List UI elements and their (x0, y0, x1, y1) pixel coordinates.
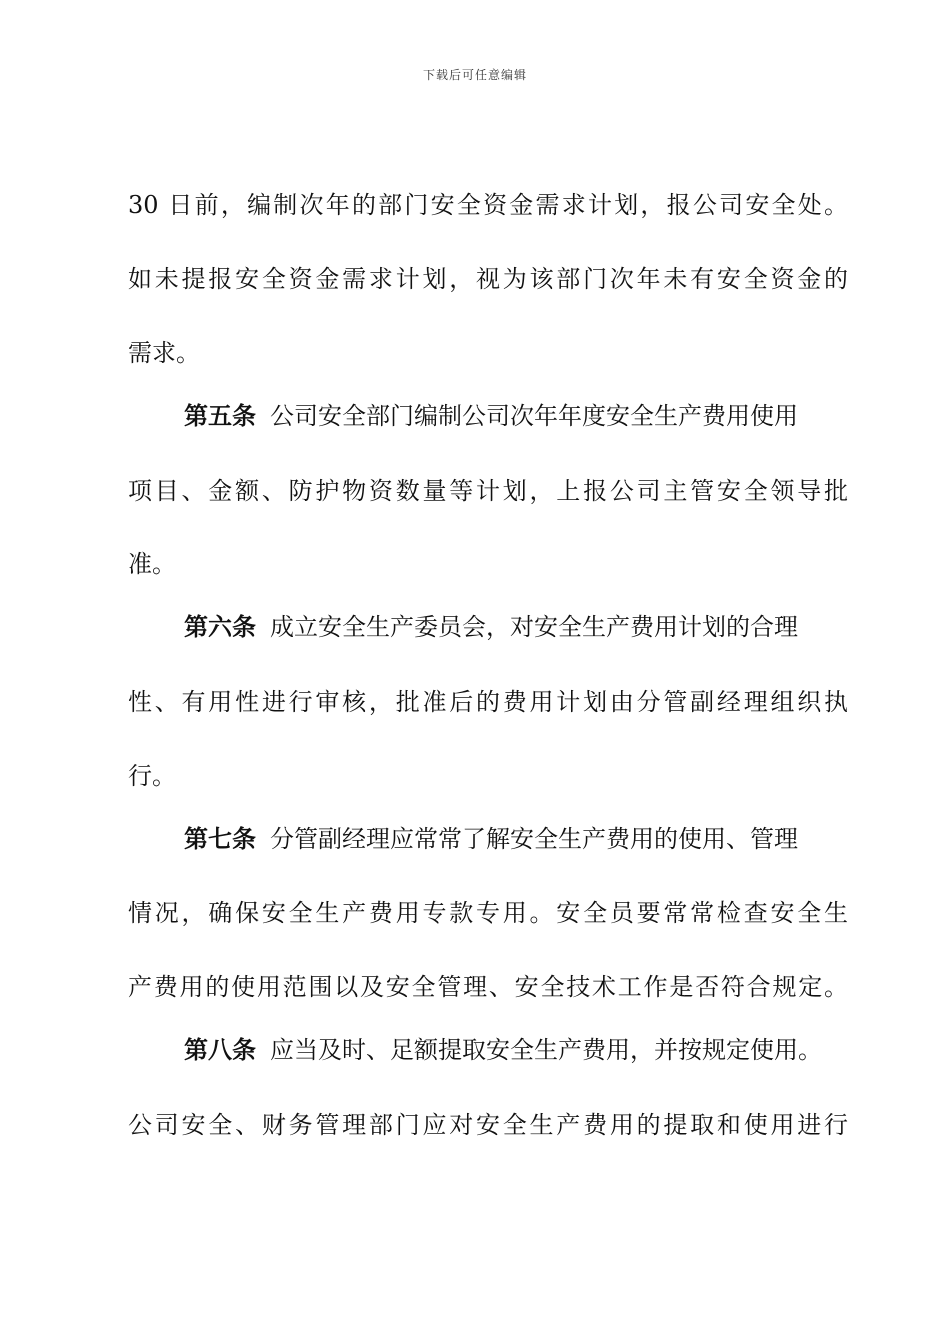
article-heading: 第五条 (184, 402, 256, 430)
text-line: 性、有用性进行审核，批准后的费用计划由分管副经理组织执 (128, 688, 848, 716)
article-6-first-line (184, 607, 848, 647)
article-heading: 第八条 (184, 1036, 256, 1064)
article-8-first-line (184, 1030, 848, 1070)
text-line: 项目、金额、防护物资数量等计划，上报公司主管安全领导批 (128, 477, 848, 505)
article-heading: 第六条 (184, 613, 256, 641)
text-line: 准。 (128, 550, 176, 578)
text-line: 分管副经理应常常了解安全生产费用的使用、管理 (270, 825, 798, 853)
text-line: 30 日前，编制次年的部门安全资金需求计划，报公司安全处。 (128, 191, 848, 219)
article-5-first-line (184, 396, 848, 436)
article-heading: 第七条 (184, 825, 256, 853)
text-line: 需求。 (128, 339, 200, 367)
text-line: 产费用的使用范围以及安全管理、安全技术工作是否符合规定。 (128, 973, 848, 1001)
text-line: 如未提报安全资金需求计划，视为该部门次年未有安全资金的 (128, 265, 848, 293)
text-line: 成立安全生产委员会，对安全生产费用计划的合理 (270, 613, 798, 641)
text-line: 应当及时、足额提取安全生产费用，并按规定使用。 (270, 1036, 822, 1064)
page-header: 下载后可任意编辑 (422, 68, 527, 82)
text-line: 公司安全、财务管理部门应对安全生产费用的提取和使用进行 (128, 1111, 848, 1139)
text-line: 行。 (128, 762, 176, 790)
text-line: 公司安全部门编制公司次年年度安全生产费用使用 (270, 402, 798, 430)
text-line: 情况，确保安全生产费用专款专用。安全员要常常检查安全生 (128, 899, 848, 927)
article-7-first-line (184, 819, 848, 859)
